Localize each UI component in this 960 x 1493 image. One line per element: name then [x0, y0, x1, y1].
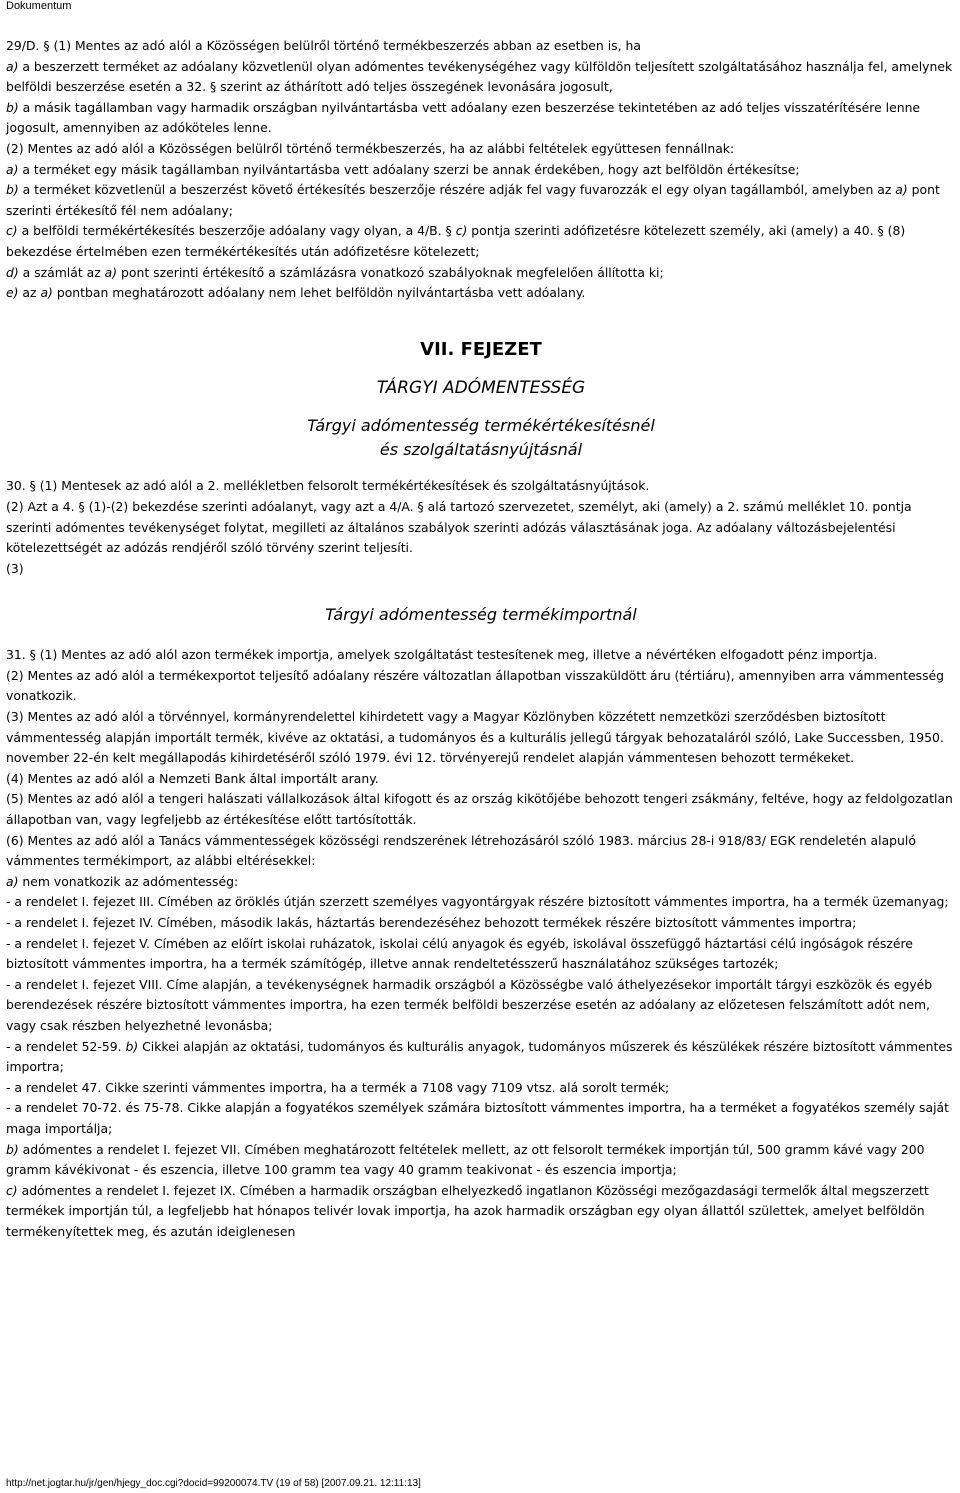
paragraph-text: pont szerinti értékesítő a számlázásra vonatkozó szabályoknak megfelelően állította ki; [117, 264, 664, 280]
paragraph [6, 892, 956, 913]
paragraph-text: a másik tagállamban vagy harmadik országban nyilvántartásba vett adóalany ezen beszerzése tekintetében az adó teljes visszatérítésére lenne jogosult, amennyiben az adóköteles lenne. [6, 99, 921, 136]
chapter-heading: VII. FEJEZET [420, 338, 542, 360]
paragraph-text: - a rendelet 47. Cikke szerinti vámmentes importra, ha a termék a 7108 vagy 7109 vtsz. alá sorolt termék; [6, 1079, 670, 1095]
document-header-title: Dokumentum [6, 0, 72, 12]
paragraph-text: az [18, 285, 41, 301]
paragraph-label: c) [6, 223, 18, 239]
paragraph-text: a beszerzett terméket az adóalany közvetlenül olyan adómentes tevékenységéhez vagy külföldön teljesített szolgáltatásához használja fel, amelynek belföldi beszerzése esetén a 32. § szerint az áthárított adó teljes összegének levonására jogosult, [6, 58, 953, 95]
section-30 [6, 476, 956, 579]
section-29d [6, 36, 956, 304]
paragraph-text: (2) Mentes az adó alól a termékexportot teljesítő adóalany részére változatlan állapotban visszaküldött áru (tértiáru), amennyiben arra vámmentesség vonatkozik. [6, 667, 945, 704]
paragraph [6, 98, 956, 139]
paragraph [6, 666, 956, 707]
paragraph [6, 913, 956, 934]
paragraph-label: b) [125, 1038, 139, 1054]
paragraph-text: pont szerinti értékesítő fél nem adóalany; [6, 182, 940, 218]
paragraph-label: c) [6, 1182, 18, 1198]
paragraph [6, 263, 956, 284]
paragraph-label: e) [6, 285, 19, 301]
paragraph [6, 934, 956, 975]
paragraph-text: nem vonatkozik az adómentesség: [18, 873, 239, 889]
paragraph [6, 221, 956, 262]
paragraph-text: pontja szerinti adófizetésre kötelezett személy, aki (amely) a 40. § (8) bekezdése értelmében ezen termékértékesítés után adófizetésre kötelezett; [6, 223, 906, 259]
paragraph-text: (2) Azt a 4. § (1)-(2) bekezdése szerinti adóalanyt, vagy azt a 4/A. § alá tartozó szervezetet, személyt, aki (amely) a 2. számú melléklet 10. pontja szerinti adómentes tevékenységet folytat, megilleti az általános szabályok szerinti adózás választásának joga. Az adóalany változásbejelentési kötelezettségét az adózás rendjéről szóló törvény szerint teljesíti. [6, 498, 912, 556]
paragraph [6, 160, 956, 181]
document-body [6, 36, 956, 1243]
paragraph [6, 831, 956, 872]
paragraph-label: b) [6, 1141, 19, 1157]
paragraph [6, 707, 956, 769]
paragraph [6, 57, 956, 98]
paragraph [6, 1140, 956, 1181]
paragraph-text: (3) Mentes az adó alól a törvénnyel, kormányrendelettel kihirdetett vagy a Magyar Közlönyben közzétett nemzetközi szerződésben biztosított vámmentesség alapján importált termék, kivéve az oktatási, a tudományos és a kulturális jellegű tárgyak behozataláról szóló, Lake Successben, 1950. november 22-én kelt megállapodás kihirdetéséről szóló 1979. évi 12. törvényerejű rendelet alapján vámmentesen behozott termékeket. [6, 709, 944, 766]
paragraph-label: a) [895, 182, 908, 198]
paragraph-text: (4) Mentes az adó alól a Nemzeti Bank által importált arany. [6, 770, 379, 786]
paragraph-text: adómentes a rendelet I. fejezet IX. Címében a harmadik országban elhelyezkedő ingatlanon Közösségi mezőgazdasági termelők által megszerzett termékek importján túl, a legfeljebb hat hónapos telivér lovak importja, ha azok harmadik országban egy olyan állattól születtek, amelyet belföldön termékenyítettek meg, és azután ideiglenesen [6, 1182, 929, 1239]
paragraph [6, 645, 956, 666]
paragraph-label: b) [6, 182, 19, 198]
paragraph-label: a) [40, 285, 53, 301]
paragraph [6, 139, 956, 160]
paragraph [6, 789, 956, 830]
paragraph [6, 36, 956, 57]
paragraph [6, 769, 956, 790]
paragraph [6, 476, 956, 497]
paragraph-label: a) [6, 873, 19, 889]
paragraph-text: - a rendelet 70-72. és 75-78. Cikke alapján a fogyatékos személyek számára biztosított vámmentes importra, ha a terméket a fogyatékos személy saját maga importálja; [6, 1100, 949, 1136]
subtitle-product-sales [6, 414, 956, 462]
subtitle-product-sales-line2: és szolgáltatásnyújtásnál [379, 440, 583, 460]
paragraph [6, 1037, 956, 1078]
paragraph [6, 872, 956, 893]
paragraph-text: 29/D. § (1) Mentes az adó alól a Közösségen belülről történő termékbeszerzés abban az esetben is, ha [6, 38, 641, 53]
paragraph-text: 31. § (1) Mentes az adó alól azon termékek importja, amelyek szolgáltatást testesítenek meg, illetve a névértéken elfogadott pénz importja. [6, 647, 878, 663]
paragraph-label: a) [6, 58, 19, 74]
paragraph-text: a számlát az [18, 264, 105, 280]
paragraph-text: pontban meghatározott adóalany nem lehet belföldön nyilvántartásba vett adóalany. [52, 285, 586, 301]
paragraph-text: (6) Mentes az adó alól a Tanács vámmentességek közösségi rendszerének létrehozásáról szóló 1983. március 28-i 918/83/ EGK rendeletén alapuló vámmentes termékimport, az alábbi eltérésekkel: [6, 832, 916, 869]
paragraph-label: d) [6, 264, 19, 280]
paragraph-text: Cikkei alapján az oktatási, tudományos és kulturális anyagok, tudományos műszerek és készülékek részére biztosított vámmentes importra; [6, 1038, 953, 1075]
subtitle-product-import: Tárgyi adómentesség termékimportnál [325, 605, 637, 625]
paragraph-label: a) [104, 264, 118, 280]
paragraph [6, 283, 956, 304]
section-31 [6, 645, 956, 1242]
paragraph-text: (2) Mentes az adó alól a Közösségen belülről történő termékbeszerzés, ha az alábbi feltételek együttesen fennállnak: [6, 140, 735, 156]
paragraph-text: (5) Mentes az adó alól a tengeri halászati vállalkozások által kifogott és az ország kikötőjébe behozott tengeri zsákmány, feltéve, hogy az feldolgozatlan állapotban van, vagy legfeljebb az értékesítése előtt tartósították. [6, 791, 953, 828]
paragraph-text: - a rendelet I. fejezet III. Címében az öröklés útján szerzett személyes vagyontárgyak részére biztosított vámmentes importra, ha a termék üzemanyag; [6, 894, 949, 910]
paragraph [6, 180, 956, 221]
paragraph-text: - a rendelet I. fejezet V. Címében az előírt iskolai ruházatok, iskolai célú anyagok és egyéb, iskolával összefüggő háztartási célú ingóságok részére biztosított vámmentes importra, ha a termék számítógép, illetve annak rendeltetésszerű használatához szükséges tartozék; [6, 935, 913, 972]
subtitle-product-sales-line1: Tárgyi adómentesség termékértékesítésnél [307, 416, 655, 436]
paragraph [6, 1181, 956, 1243]
paragraph-text: - a rendelet I. fejezet VIII. Címe alapján, a tevékenységnek harmadik országból a Közösségbe való áthelyezésekor importált tárgyi eszközök és egyéb berendezések részére biztosított vámmentes importra, ha ezen termék belföldi beszerzése esetén az adóalany az előzetesen felszámított adót nem, vagy csak részben helyezhetné levonásba; [6, 976, 933, 1033]
paragraph-text: (3) [6, 560, 24, 576]
paragraph [6, 559, 956, 580]
paragraph [6, 1098, 956, 1139]
paragraph-text: - a rendelet I. fejezet IV. Címében, második lakás, háztartás berendezéséhez behozott termékek részére biztosított vámmentes importra; [6, 915, 857, 930]
paragraph-text: adómentes a rendelet I. fejezet VII. Címében meghatározott feltételek mellett, az ott felsorolt termékek importján túl, 500 gramm kávé vagy 200 gramm kávékivonat - és eszencia, illetve 100 gramm tea vagy 40 gramm teakivonat - és eszencia importja; [6, 1141, 925, 1178]
paragraph-label: b) [6, 99, 19, 115]
paragraph [6, 1078, 956, 1099]
paragraph-text: a belföldi termékértékesítés beszerzője adóalany vagy olyan, a 4/B. § [17, 223, 456, 239]
paragraph-text: 30. § (1) Mentesek az adó alól a 2. mellékletben felsorolt termékértékesítések és szolgáltatásnyújtások. [6, 478, 650, 494]
paragraph-text: a terméket egy másik tagállamban nyilvántartásba vett adóalany szerzi be annak érdekében, hogy azt belföldön értékesítse; [18, 161, 800, 177]
paragraph [6, 975, 956, 1037]
paragraph-text: - a rendelet 52-59. [6, 1038, 126, 1054]
chapter-title: TÁRGYI ADÓMENTESSÉG [376, 378, 586, 399]
paragraph-label: c) [455, 223, 468, 239]
paragraph [6, 497, 956, 559]
paragraph-text: a terméket közvetlenül a beszerzést követő értékesítés beszerzője részére adják fel vagy fuvarozzák el egy olyan tagállamból, amelyben az [18, 182, 896, 198]
paragraph-label: a) [6, 161, 19, 177]
document-footer-url: http://net.jogtar.hu/jr/gen/hjegy_doc.cgi?docid=99200074.TV (19 of 58) [2007.09.21. 12:11:13] [6, 1478, 421, 1489]
